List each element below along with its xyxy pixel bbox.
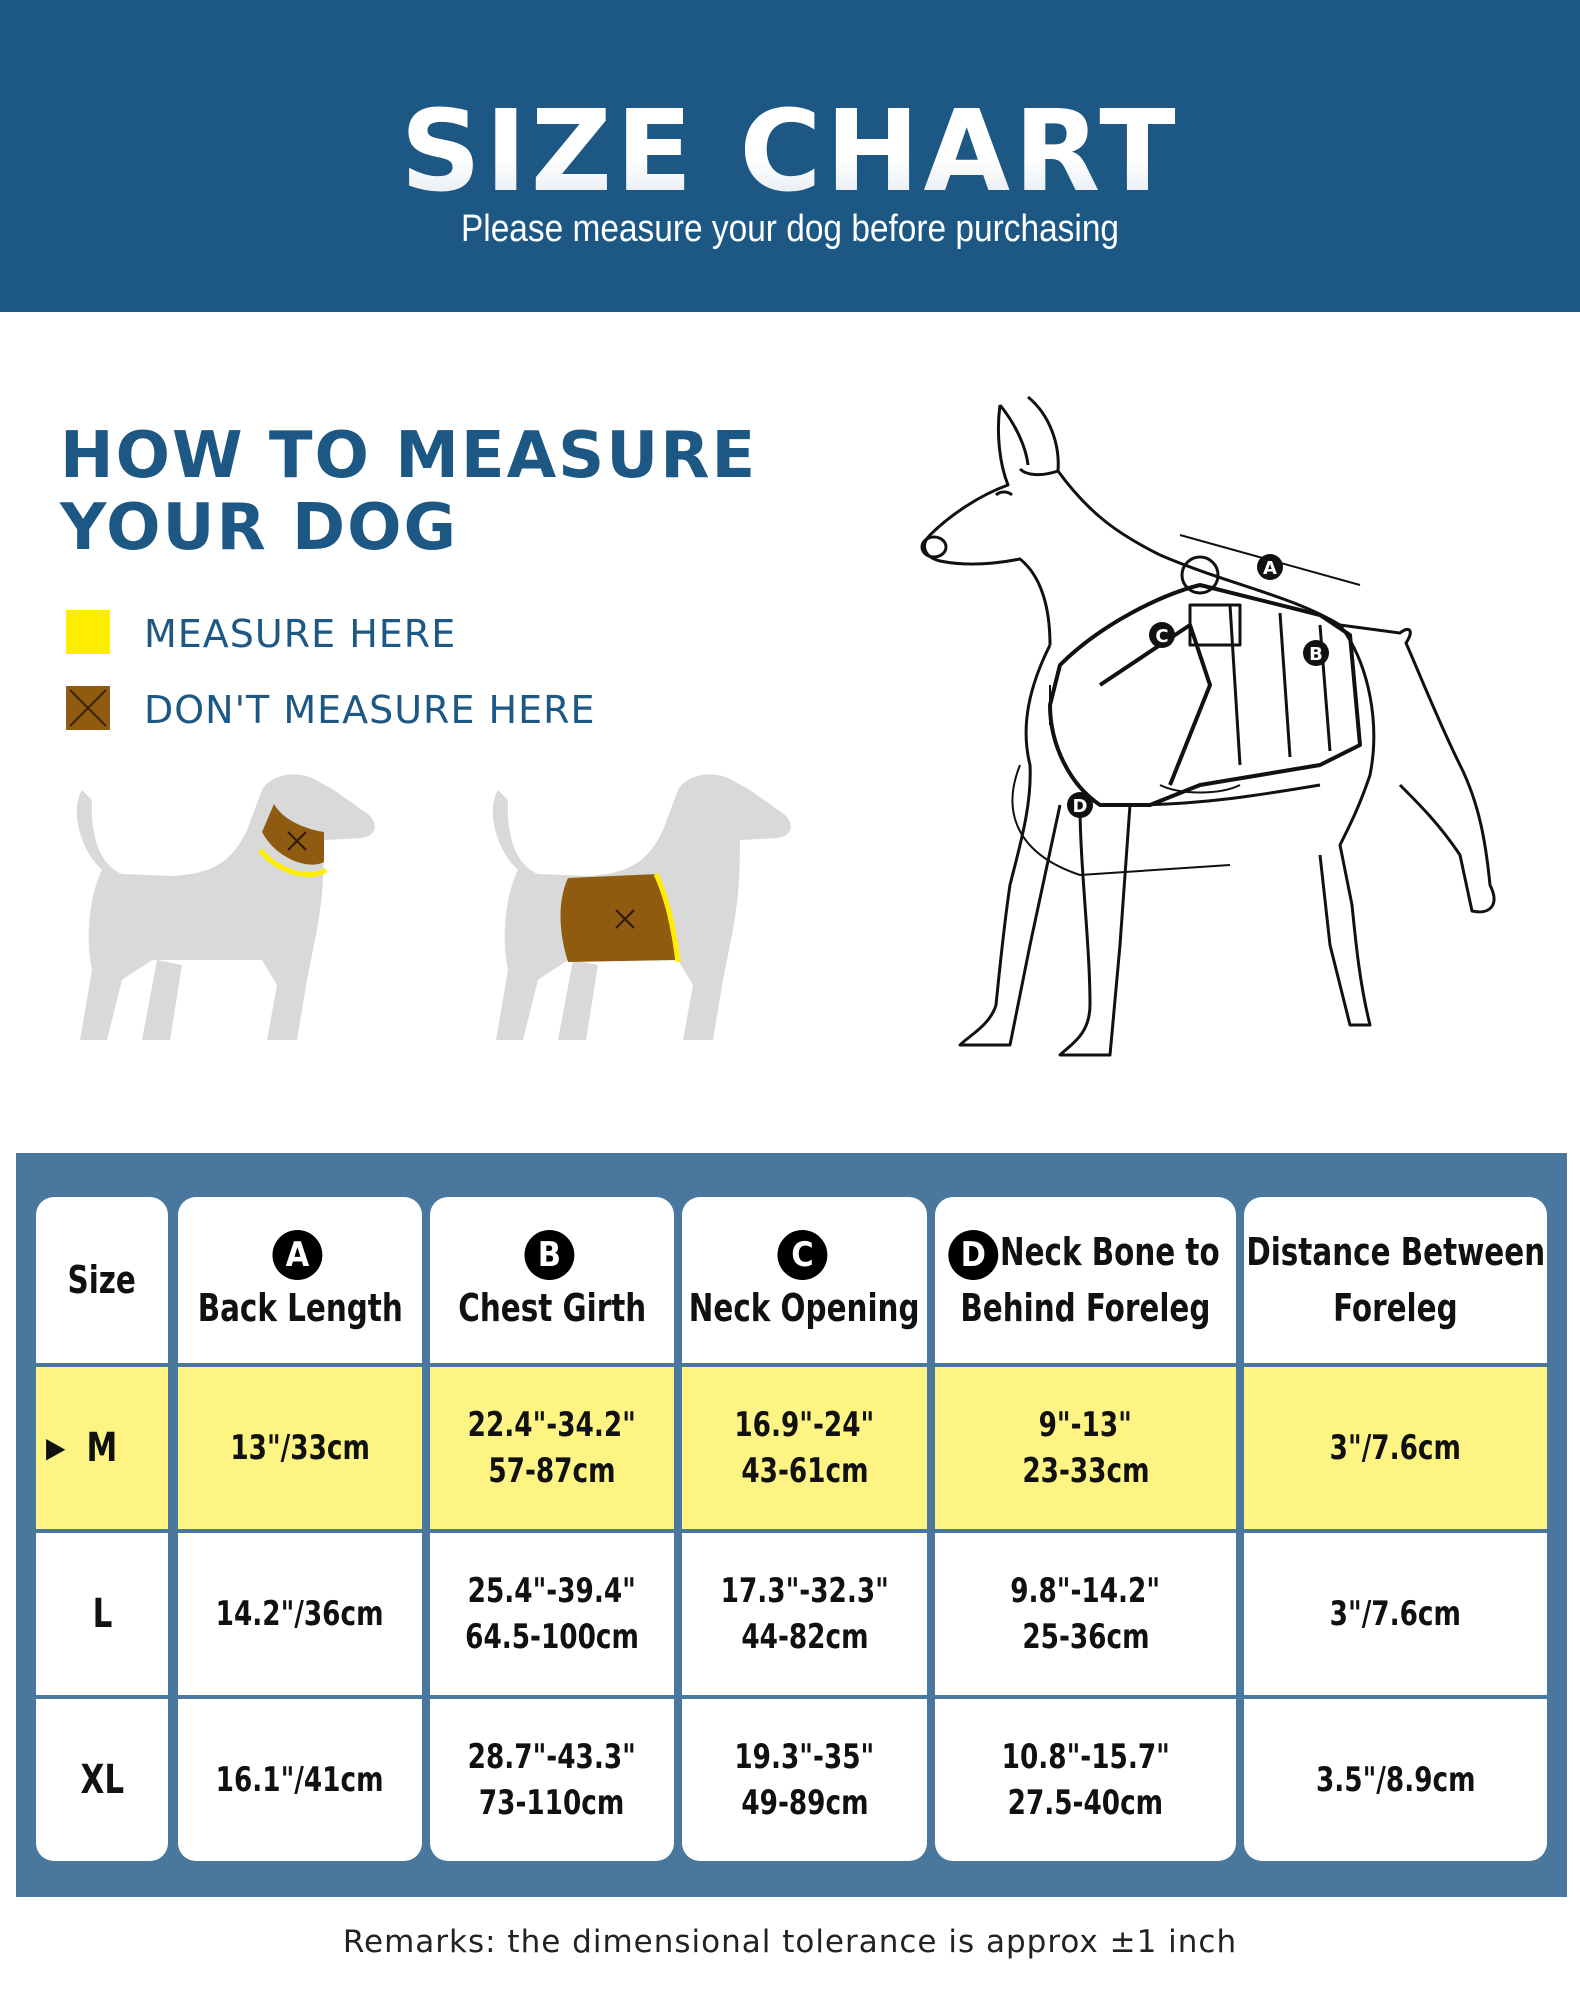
table-cell	[935, 1367, 1236, 1529]
cell-text: Behind Foreleg	[960, 1286, 1211, 1330]
yellow-swatch-icon	[66, 610, 110, 654]
cell-text: XL	[80, 1757, 124, 1803]
cell-text: 13"/33cm	[230, 1428, 370, 1468]
selected-arrow-icon: ▶	[46, 1431, 66, 1464]
page-subtitle: Please measure your dog before purchasing	[460, 208, 1120, 250]
cell-text: Foreleg	[1333, 1286, 1458, 1330]
cell-text: Back Length	[197, 1286, 403, 1330]
table-cell	[682, 1533, 927, 1695]
column-header	[935, 1197, 1236, 1363]
table-cell	[935, 1533, 1236, 1695]
cell-text: 49-89cm	[740, 1783, 869, 1823]
header-top-line	[952, 1224, 1220, 1280]
cell-text: Chest Girth	[458, 1286, 646, 1330]
cell-text: Neck Opening	[689, 1286, 920, 1330]
size-cell-xl	[36, 1699, 168, 1861]
cell-text: 3"/7.6cm	[1329, 1594, 1462, 1634]
cell-text: 19.3"-35"	[734, 1737, 875, 1777]
table-cell	[1244, 1367, 1547, 1529]
marker-b: B	[1309, 644, 1323, 665]
cell-text: 64.5-100cm	[465, 1617, 639, 1657]
column-header	[430, 1197, 674, 1363]
cell-text: 9.8"-14.2"	[1010, 1571, 1161, 1611]
header-banner	[0, 0, 1580, 312]
table-cell	[430, 1533, 674, 1695]
header-top-line	[528, 1224, 576, 1280]
column-header	[178, 1197, 422, 1363]
cell-text: 25-36cm	[1021, 1617, 1150, 1657]
cell-text: 73-110cm	[479, 1783, 625, 1823]
marker-a: A	[1263, 558, 1277, 579]
marker-c: C	[1155, 626, 1169, 647]
cell-text: 44-82cm	[740, 1617, 869, 1657]
marker-badge-icon: A	[272, 1230, 322, 1280]
dog-harness-diagram	[900, 385, 1520, 1065]
cell-text: 9"-13"	[1038, 1405, 1133, 1445]
cell-text: 16.1"/41cm	[216, 1760, 384, 1800]
size-table	[16, 1153, 1567, 1897]
column-header	[682, 1197, 927, 1363]
dog-wrong-neck-illustration	[62, 770, 402, 1050]
dog-wrong-body-illustration	[478, 770, 818, 1050]
cell-text: 10.8"-15.7"	[1001, 1737, 1170, 1777]
cell-text: 57-87cm	[488, 1451, 616, 1491]
cell-text: 25.4"-39.4"	[467, 1571, 637, 1611]
table-cell	[178, 1367, 422, 1529]
marker-badge-icon: C	[777, 1230, 827, 1280]
cell-text: 3"/7.6cm	[1329, 1428, 1462, 1468]
table-cell	[1244, 1699, 1547, 1861]
cell-text: 28.7"-43.3"	[467, 1737, 637, 1777]
column-header	[36, 1197, 168, 1363]
cell-text: 43-61cm	[740, 1451, 869, 1491]
cell-text: Distance Between	[1246, 1230, 1545, 1274]
cell-text: L	[92, 1591, 112, 1637]
marker-d: D	[1072, 796, 1088, 817]
legend-measure-here	[66, 610, 706, 656]
column-header	[1244, 1197, 1547, 1363]
table-cell	[682, 1699, 927, 1861]
marker-badge-icon: B	[524, 1230, 574, 1280]
crossed-swatch-icon	[66, 686, 110, 730]
table-cell	[178, 1533, 422, 1695]
legend-label: MEASURE HERE	[144, 612, 457, 656]
cell-text: 23-33cm	[1021, 1451, 1150, 1491]
header-label: Neck Bone to	[999, 1230, 1220, 1274]
table-cell	[1244, 1533, 1547, 1695]
cell-text: 3.5"/8.9cm	[1315, 1760, 1476, 1800]
marker-badge-icon: D	[948, 1230, 998, 1280]
cell-text: Size	[67, 1258, 137, 1302]
cell-text: 27.5-40cm	[1007, 1783, 1164, 1823]
table-cell	[178, 1699, 422, 1861]
header-top-line	[276, 1224, 324, 1280]
size-cell-m	[36, 1367, 168, 1529]
cell-text: 14.2"/36cm	[216, 1594, 384, 1634]
how-to-title-line1: HOW TO MEASURE	[60, 419, 758, 493]
legend-dont-measure-here	[66, 686, 706, 732]
table-cell	[430, 1367, 674, 1529]
cell-text: 17.3"-32.3"	[720, 1571, 889, 1611]
cell-text: M	[86, 1425, 118, 1471]
header-top-line	[780, 1224, 828, 1280]
table-cell	[935, 1699, 1236, 1861]
table-cell	[682, 1367, 927, 1529]
cell-text: 22.4"-34.2"	[467, 1405, 637, 1445]
how-to-measure-title	[60, 420, 760, 564]
legend-label: DON'T MEASURE HERE	[144, 688, 596, 732]
table-cell	[430, 1699, 674, 1861]
how-to-title-line2: YOUR DOG	[60, 491, 459, 565]
cell-text: 16.9"-24"	[734, 1405, 875, 1445]
size-cell-l	[36, 1533, 168, 1695]
page-title: SIZE CHART	[0, 92, 1580, 212]
remarks-note: Remarks: the dimensional tolerance is approx ±1 inch	[342, 1924, 1238, 1960]
